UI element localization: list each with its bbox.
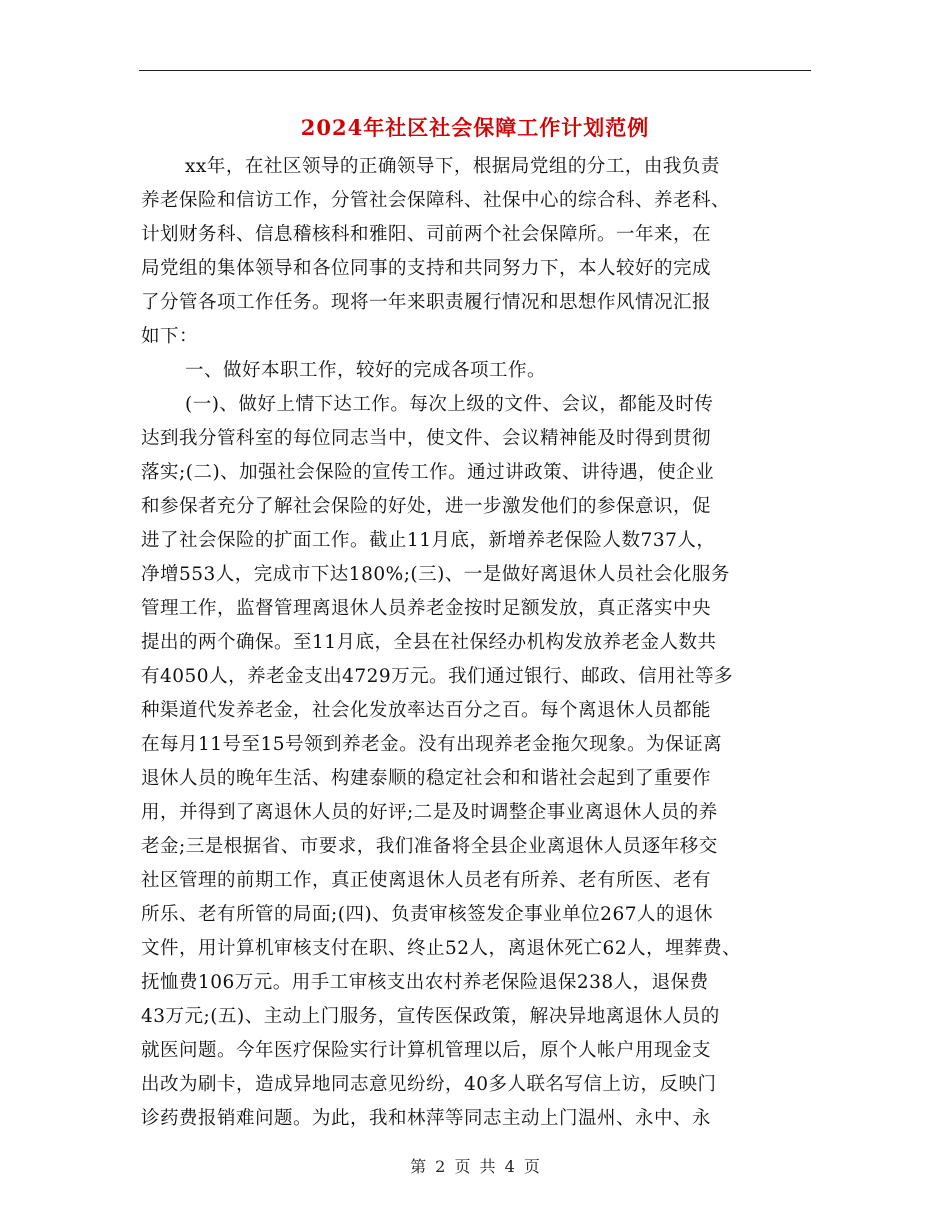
paragraph-line: 提出的两个确保。至11月底，全县在社保经办机构发放养老金人数共 — [141, 632, 717, 653]
paragraph-line: 抚恤费106万元。用手工审核支出农村养老保险退保238人，退保费 — [141, 972, 709, 993]
paragraph-line: 如下： — [141, 326, 199, 347]
paragraph-line: (一)、做好上情下达工作。每次上级的文件、会议，都能及时传 — [185, 394, 714, 415]
page-number: 第 2 页 共 4 页 — [410, 1157, 540, 1176]
paragraph-line: 达到我分管科室的每位同志当中，使文件、会议精神能及时得到贯彻 — [141, 428, 712, 449]
paragraph-line: xx年，在社区领导的正确领导下，根据局党组的分工，由我负责 — [185, 156, 720, 177]
paragraph-line: 就医问题。今年医疗保险实行计算机管理以后，原个人帐户用现金支 — [141, 1040, 712, 1061]
paragraph-line: 和参保者充分了解社会保险的好处，进一步激发他们的参保意识，促 — [141, 496, 712, 517]
paragraph-line: 有4050人，养老金支出4729万元。我们通过银行、邮政、信用社等多 — [141, 666, 734, 687]
paragraph-line: 落实;(二)、加强社会保险的宣传工作。通过讲政策、讲待遇，使企业 — [141, 462, 715, 483]
paragraph-line: 所乐、老有所管的局面;(四)、负责审核签发企事业单位267人的退休 — [141, 904, 713, 925]
paragraph-line: 社区管理的前期工作，真正使离退休人员老有所养、老有所医、老有 — [141, 870, 712, 891]
paragraph-line: 诊药费报销难问题。为此，我和林萍等同志主动上门温州、永中、永 — [141, 1108, 712, 1129]
paragraph-line: 了分管各项工作任务。现将一年来职责履行情况和思想作风情况汇报 — [141, 292, 712, 313]
paragraph-line: 养老保险和信访工作，分管社会保障科、社保中心的综合科、养老科、 — [141, 190, 731, 211]
paragraph-line: 在每月11号至15号领到养老金。没有出现养老金拖欠现象。为保证离 — [141, 734, 723, 755]
paragraph-line: 退休人员的晚年生活、构建泰顺的稳定社会和和谐社会起到了重要作 — [141, 768, 712, 789]
paragraph-line: 进了社会保险的扩面工作。截止11月底，新增养老保险人数737人， — [141, 530, 716, 551]
section-heading: 一、做好本职工作，较好的完成各项工作。 — [185, 360, 547, 381]
header-rule — [139, 70, 811, 71]
paragraph-line: 局党组的集体领导和各位同事的支持和共同努力下，本人较好的完成 — [141, 258, 712, 279]
paragraph-line: 文件，用计算机审核支付在职、终止52人，离退休死亡62人，埋葬费、 — [141, 938, 742, 959]
paragraph-line: 43万元;(五)、主动上门服务，宣传医保政策，解决异地离退休人员的 — [141, 1006, 720, 1027]
paragraph-line: 计划财务科、信息稽核科和雅阳、司前两个社会保障所。一年来，在 — [141, 224, 712, 245]
document-body — [141, 150, 816, 1136]
paragraph-line: 用，并得到了离退休人员的好评;二是及时调整企事业离退休人员的养 — [141, 802, 718, 823]
document-title: 2024年社区社会保障工作计划范例 — [300, 115, 650, 140]
paragraph-line: 管理工作，监督管理离退休人员养老金按时足额发放，真正落实中央 — [141, 598, 712, 619]
paragraph-line: 种渠道代发养老金，社会化发放率达百分之百。每个离退休人员都能 — [141, 700, 712, 721]
paragraph-line: 净增553人，完成市下达180%;(三)、一是做好离退休人员社会化服务 — [141, 564, 730, 585]
paragraph-line: 出改为刷卡，造成异地同志意见纷纷，40多人联名写信上访，反映门 — [141, 1074, 717, 1095]
paragraph-line: 老金;三是根据省、市要求，我们准备将全县企业离退休人员逐年移交 — [141, 836, 718, 857]
